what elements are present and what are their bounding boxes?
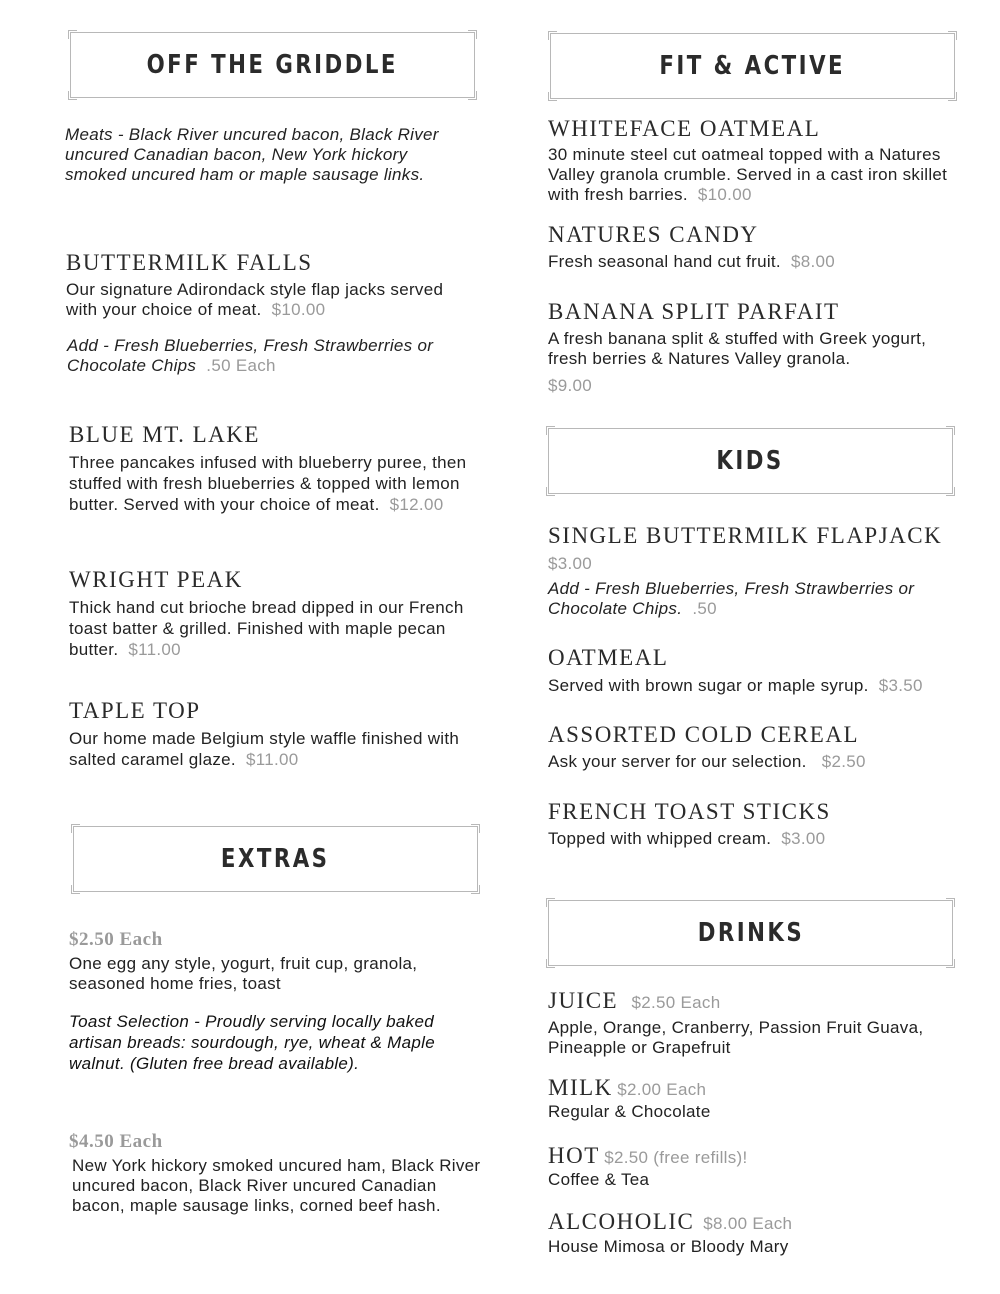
item-price: $3.00 xyxy=(548,554,593,573)
addon-note: Add - Fresh Blueberries, Fresh Strawberries or Chocolate Chips. .50 xyxy=(548,579,915,618)
section-title: DRINKS xyxy=(697,918,804,948)
item-name: WHITEFACE OATMEAL xyxy=(548,116,821,141)
section-header-off-the-griddle xyxy=(70,32,475,98)
drink-name: JUICE xyxy=(548,988,619,1013)
meats-note: Meats - Black River uncured bacon, Black River uncured Canadian bacon, New York hickory smoked uncured ham or maple sausage links. xyxy=(65,125,439,184)
item-description: Fresh seasonal hand cut fruit. $8.00 xyxy=(548,252,836,271)
item-name: FRENCH TOAST STICKS xyxy=(548,799,831,824)
item-price: $11.00 xyxy=(128,640,181,659)
item-price: $3.50 xyxy=(878,676,923,695)
item-name: SINGLE BUTTERMILK FLAPJACK xyxy=(548,523,943,548)
item-name: BUTTERMILK FALLS xyxy=(66,250,313,275)
item-description: Three pancakes infused with blueberry puree, then stuffed with fresh blueberries & topped with lemon butter. Served with your choice of meat. $12.00 xyxy=(69,453,467,514)
item-description: A fresh banana split & stuffed with Greek yogurt, fresh berries & Natures Valley granola. xyxy=(548,329,927,368)
drink-heading xyxy=(548,988,720,1014)
drink-name: ALCOHOLIC xyxy=(548,1209,695,1234)
drink-price: $2.50 (free refills)! xyxy=(604,1148,748,1167)
extras-description: One egg any style, yogurt, fruit cup, granola, seasoned home fries, toast xyxy=(69,954,418,993)
drink-description: House Mimosa or Bloody Mary xyxy=(548,1237,789,1256)
extras-price: $4.50 Each xyxy=(69,1131,163,1152)
extras-description: New York hickory smoked uncured ham, Black River uncured bacon, Black River uncured Canadian bacon, maple sausage links, corned beef hash. xyxy=(72,1156,481,1215)
item-description: Served with brown sugar or maple syrup. $3.50 xyxy=(548,676,923,695)
drink-heading xyxy=(548,1143,748,1169)
item-name: BLUE MT. LAKE xyxy=(69,422,260,447)
section-header-kids xyxy=(548,428,953,494)
item-description: Ask your server for our selection. $2.50 xyxy=(548,752,866,771)
section-title: KIDS xyxy=(716,446,785,476)
item-price: $11.00 xyxy=(245,750,299,769)
drink-price: $8.00 Each xyxy=(703,1214,793,1233)
toast-note: Toast Selection - Proudly serving locally baked artisan breads: sourdough, rye, wheat & Maple walnut. (Gluten free bread available). xyxy=(69,1012,435,1073)
drink-name: HOT xyxy=(548,1143,600,1168)
drink-name: MILK xyxy=(548,1075,613,1100)
drink-heading xyxy=(548,1075,706,1101)
extras-price: $2.50 Each xyxy=(69,929,163,950)
addon-note: Add - Fresh Blueberries, Fresh Strawberries or Chocolate Chips .50 Each xyxy=(67,336,434,375)
section-header-extras xyxy=(73,826,478,892)
item-price: $12.00 xyxy=(389,495,444,514)
addon-price: .50 xyxy=(692,599,717,618)
item-description: Thick hand cut brioche bread dipped in our French toast batter & grilled. Finished with maple pecan butter. $11.00 xyxy=(69,598,464,659)
item-name: WRIGHT PEAK xyxy=(69,567,243,592)
drink-description: Coffee & Tea xyxy=(548,1170,650,1189)
item-name: OATMEAL xyxy=(548,645,669,670)
item-name: TAPLE TOP xyxy=(69,698,201,723)
item-description: 30 minute steel cut oatmeal topped with a Natures Valley granola crumble. Served in a cast iron skillet with fresh barries. $10.00 xyxy=(548,145,948,204)
addon-price: .50 Each xyxy=(206,356,276,375)
drink-price: $2.00 Each xyxy=(617,1080,707,1099)
section-header-fit-active xyxy=(550,33,955,99)
item-name: NATURES CANDY xyxy=(548,222,759,247)
drink-description: Apple, Orange, Cranberry, Passion Fruit Guava, Pineapple or Grapefruit xyxy=(548,1018,924,1057)
item-price: $2.50 xyxy=(821,752,866,771)
item-price: $8.00 xyxy=(791,252,836,271)
item-description: Our signature Adirondack style flap jacks served with your choice of meat. $10.00 xyxy=(66,280,444,319)
section-title: EXTRAS xyxy=(221,844,330,874)
item-price: $9.00 xyxy=(548,376,593,395)
drink-description: Regular & Chocolate xyxy=(548,1102,711,1121)
drink-heading xyxy=(548,1209,792,1235)
item-price: $10.00 xyxy=(697,185,752,204)
drink-price: $2.50 Each xyxy=(631,993,721,1012)
item-description: Topped with whipped cream. $3.00 xyxy=(548,829,826,848)
section-header-drinks xyxy=(548,900,953,966)
item-price: $3.00 xyxy=(781,829,826,848)
section-title: OFF THE GRIDDLE xyxy=(146,50,399,80)
item-price: $10.00 xyxy=(271,300,326,319)
item-description: Our home made Belgium style waffle finished with salted caramel glaze. $11.00 xyxy=(69,729,460,769)
item-name: BANANA SPLIT PARFAIT xyxy=(548,299,840,324)
section-title: FIT & ACTIVE xyxy=(659,51,846,81)
item-name: ASSORTED COLD CEREAL xyxy=(548,722,860,747)
